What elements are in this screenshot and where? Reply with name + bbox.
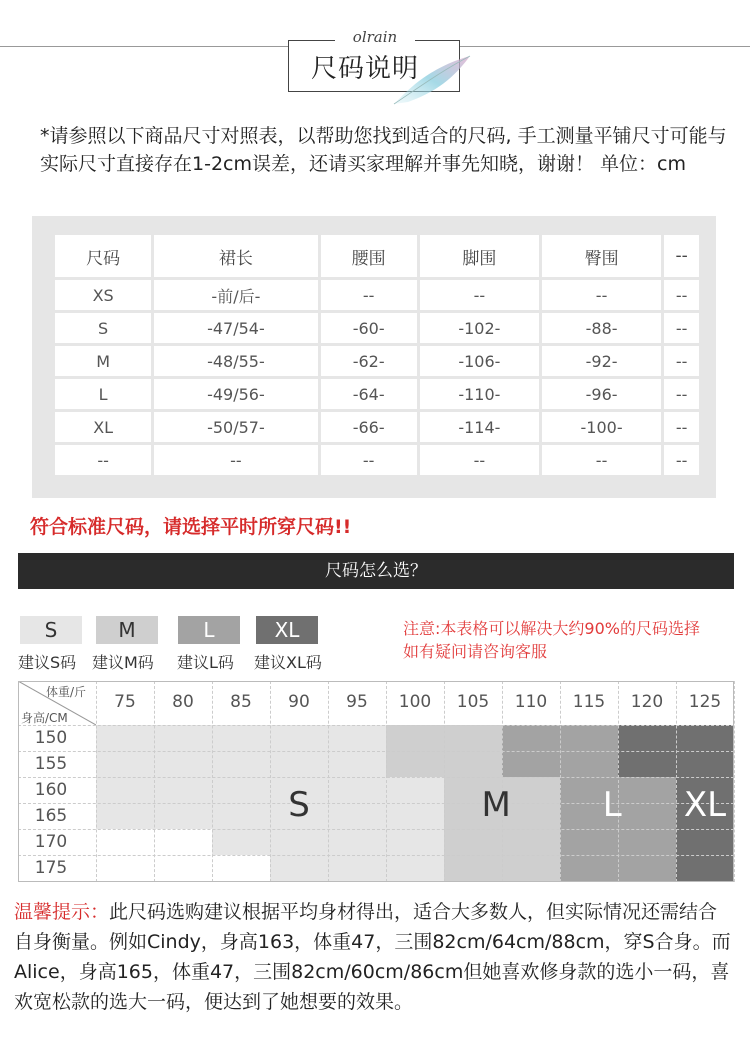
height-label: 160 [34, 780, 68, 800]
legend-swatch-m: M [96, 616, 158, 644]
table-cell: XS [55, 280, 151, 310]
table-cell: -- [420, 280, 539, 310]
table-cell: M [55, 346, 151, 376]
table-cell: -49/56- [154, 379, 317, 409]
table-cell: -50/57- [154, 412, 317, 442]
size-table-header: 腰围 [321, 235, 417, 277]
size-table-header: 尺码 [55, 235, 151, 277]
table-cell: -110- [420, 379, 539, 409]
header-rule-right [460, 46, 750, 47]
grid-size-label: M [481, 785, 511, 825]
page-title: 尺码说明 [310, 54, 419, 84]
table-cell: -- [664, 445, 699, 475]
height-label: 175 [34, 858, 68, 878]
table-cell: -- [664, 313, 699, 343]
grid-size-label: L [602, 785, 622, 825]
grid-line [734, 681, 735, 882]
note-text [403, 617, 700, 663]
weight-header: 120 [630, 692, 664, 712]
weight-header: 80 [172, 692, 194, 712]
size-table-header: -- [664, 235, 699, 277]
table-cell: -- [321, 445, 417, 475]
table-cell: -前/后- [154, 280, 317, 310]
table-cell: -60- [321, 313, 417, 343]
table-cell: -- [542, 445, 661, 475]
height-label: 165 [34, 806, 68, 826]
size-recommendation-grid [18, 681, 734, 882]
weight-header: 85 [230, 692, 252, 712]
table-cell: -48/55- [154, 346, 317, 376]
table-cell: -66- [321, 412, 417, 442]
size-table-header-row [55, 235, 699, 277]
weight-header: 110 [514, 692, 548, 712]
table-cell: S [55, 313, 151, 343]
legend-swatch-s: S [20, 616, 82, 644]
size-table [52, 232, 702, 478]
weight-header: 75 [114, 692, 136, 712]
table-cell: -106- [420, 346, 539, 376]
height-label: 155 [34, 754, 68, 774]
table-cell: -- [664, 280, 699, 310]
table-cell: -- [420, 445, 539, 475]
table-cell: -62- [321, 346, 417, 376]
size-table-panel [32, 216, 716, 498]
table-cell: -92- [542, 346, 661, 376]
feather-icon [388, 50, 478, 110]
tip-label: 温馨提示： [14, 901, 110, 923]
corner-height-label: 身高/CM [21, 711, 68, 725]
table-cell: -100- [542, 412, 661, 442]
table-cell: -- [55, 445, 151, 475]
table-cell: L [55, 379, 151, 409]
legend-label-s: 建议S码 [18, 653, 77, 672]
note-line: 如有疑问请咨询客服 [403, 642, 548, 661]
table-row [55, 412, 699, 442]
legend-label-m: 建议M码 [92, 653, 154, 672]
table-cell: -88- [542, 313, 661, 343]
table-cell: -102- [420, 313, 539, 343]
note-line: 注意:本表格可以解决大约90%的尺码选择 [403, 619, 700, 638]
weight-header: 115 [572, 692, 606, 712]
table-cell: -- [542, 280, 661, 310]
weight-header: 100 [398, 692, 432, 712]
weight-header: 105 [456, 692, 490, 712]
legend-swatch-l: L [178, 616, 240, 644]
standard-size-notice: 符合标准尺码，请选择平时所穿尺码!! [30, 516, 352, 538]
height-label: 170 [34, 832, 68, 852]
intro-text: *请参照以下商品尺寸对照表，以帮助您找到适合的尺码, 手工测量平铺尺寸可能与实际尺寸直接存在1-2cm误差，还请买家理解并事先知晓，谢谢！ 单位：cm [40, 125, 727, 175]
weight-header: 125 [688, 692, 722, 712]
table-cell: -96- [542, 379, 661, 409]
legend-swatch-xl: XL [256, 616, 318, 644]
weight-header: 95 [346, 692, 368, 712]
legend-label-xl: 建议XL码 [254, 653, 322, 672]
size-table-header: 裙长 [154, 235, 317, 277]
header-rule-left [0, 46, 288, 47]
table-cell: -47/54- [154, 313, 317, 343]
table-row [55, 313, 699, 343]
table-cell: -- [321, 280, 417, 310]
legend-label-l: 建议L码 [177, 653, 234, 672]
grid-size-label: S [288, 785, 310, 825]
table-cell: -- [664, 412, 699, 442]
height-label: 150 [34, 728, 68, 748]
table-row [55, 280, 699, 310]
table-cell: XL [55, 412, 151, 442]
table-cell: -114- [420, 412, 539, 442]
grid-size-label: XL [683, 785, 727, 825]
table-row [55, 379, 699, 409]
tip-paragraph [14, 897, 736, 1017]
table-row [55, 346, 699, 376]
size-table-header: 臀围 [542, 235, 661, 277]
table-cell: -- [664, 379, 699, 409]
corner-weight-label: 体重/斤 [46, 685, 87, 699]
table-cell: -64- [321, 379, 417, 409]
table-cell: -- [154, 445, 317, 475]
table-cell: -- [664, 346, 699, 376]
tip-text: 此尺码选购建议根据平均身材得出，适合大多数人，但实际情况还需结合自身衡量。例如Cindy，身高163，体重47，三围82cm/64cm/88cm，穿S合身。而Alice，身高165，体重47，三围82cm/60cm/86cm但她喜欢修身款的选小一码，喜欢宽松款的选大一码，便达到了她想要的效果。 [14, 901, 731, 1013]
brand-logo: olrain [335, 28, 415, 46]
size-table-header: 脚围 [420, 235, 539, 277]
size-guide-bar: 尺码怎么选？ [18, 553, 734, 589]
weight-header: 90 [288, 692, 310, 712]
table-row [55, 445, 699, 475]
